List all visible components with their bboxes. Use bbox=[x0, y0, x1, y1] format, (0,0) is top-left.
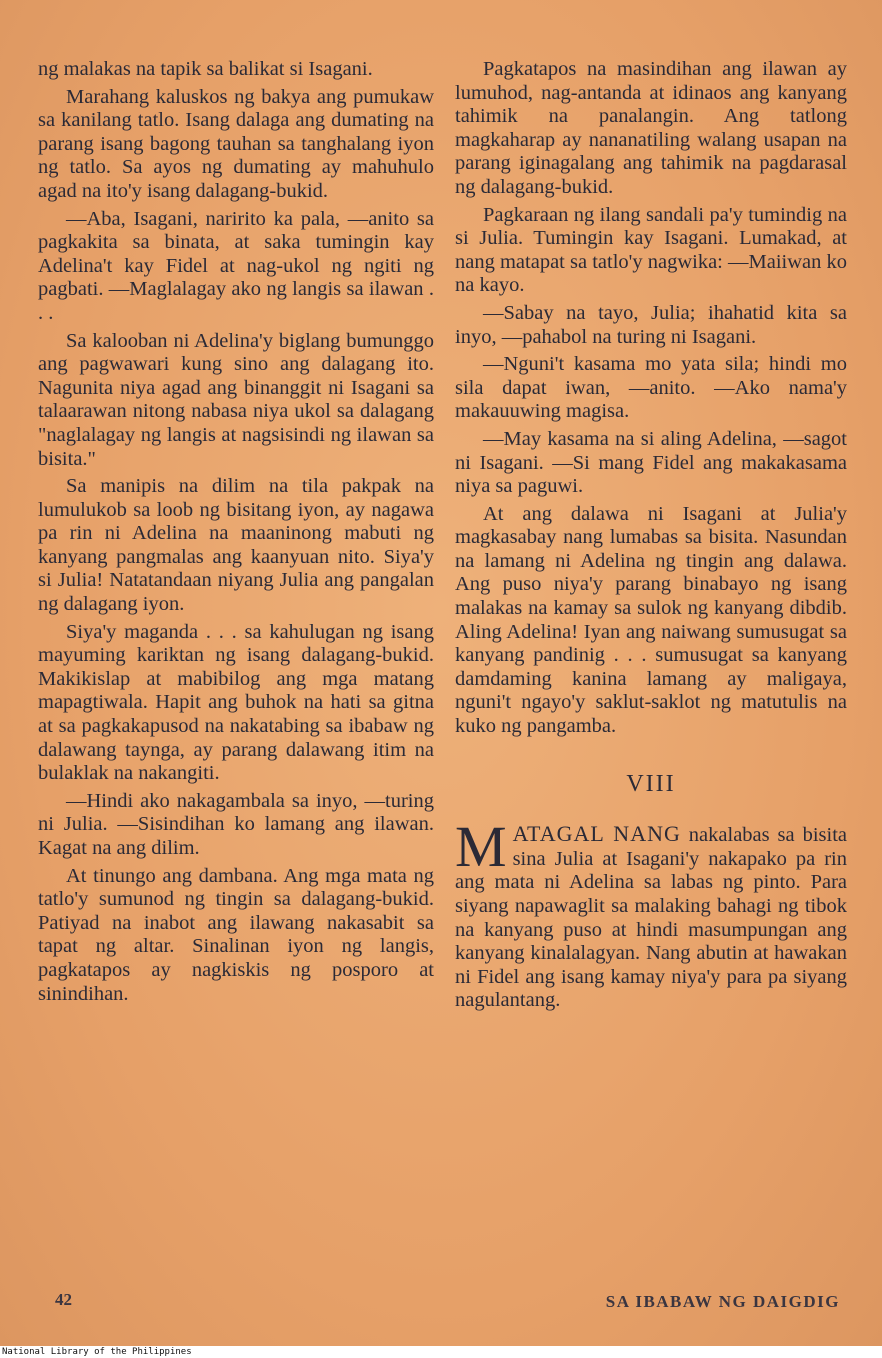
paragraph: —Nguni't kasama mo yata sila; hindi mo sila dapat iwan, —anito. —Ako nama'y makauuwing magisa. bbox=[455, 353, 847, 423]
right-column bbox=[455, 58, 847, 1017]
left-column bbox=[38, 58, 434, 1010]
paragraph: ng malakas na tapik sa balikat si Isagani. bbox=[38, 58, 373, 80]
paragraph: Siya'y maganda . . . sa kahulugan ng isang mayuming kariktan ng isang dalagang-bukid. Makikislap at mabibilog ang mga matang mapagtiwala. Hapit ang buhok na hati sa gitna at sa pagkakapusod na nakatabing sa ibabaw ng dalawang taynga, ay parang dalawang itim na bulaklak na nakangiti. bbox=[38, 620, 434, 785]
section-opening-paragraph bbox=[455, 814, 847, 1013]
paragraph: Sa kalooban ni Adelina'y biglang bumunggo ang pagwawari kung sino ang dalagang ito. Nagunita niya agad ang binanggit ni Isagani sa talaarawan nitong nabasa niya ukol sa dalagang "naglalagay ng langis at nagsisindi ng ilawan sa bisita." bbox=[38, 329, 434, 470]
paragraph: At tinungo ang dambana. Ang mga mata ng tatlo'y sumunod ng tingin sa dalagang-bukid. Patiyad na inabot ang ilawang nakasabit sa tapat ng altar. Sinalinan iyon ng langis, pagkatapos ay nagkiskis ng posporo at sinindihan. bbox=[38, 864, 434, 1005]
paragraph: Pagkaraan ng ilang sandali pa'y tumindig na si Julia. Tumingin kay Isagani. Lumakad, at nang matapat sa tatlo'y nagwika: —Maiiwan ko na kayo. bbox=[455, 203, 847, 297]
running-title: SA IBABAW NG DAIGDIG bbox=[605, 1292, 840, 1311]
paragraph: —May kasama na si aling Adelina, —sagot ni Isagani. —Si mang Fidel ang makakasama niya sa paguwi. bbox=[455, 427, 847, 498]
section-number: VIII bbox=[626, 770, 676, 797]
opening-text: nakalabas sa bisita sina Julia at Isagani'y nakapako pa rin ang mata ni Adelina sa labas ng pinto. Para siyang napawaglit sa malaking bahagi ng tibok na kanyang puso at hindi masumpungan ang kanyang kinalalagyan. Nang abutin at hawakan ni Fidel ang isang kamay niya'y para pa siyang nagulantang. bbox=[455, 824, 847, 1012]
paragraph: Sa manipis na dilim na tila pakpak na lumulukob sa loob ng bisitang iyon, ay nagawa pa rin ni Adelina na maaninong mabuti ng kanyang pangmalas ang kaanyuan nito. Siya'y si Julia! Natatandaan niyang Julia ang pangalan ng dalagang iyon. bbox=[38, 475, 434, 616]
paragraph: Pagkatapos na masindihan ang ilawan ay lumuhod, nag-antanda at idinaos ang kanyang tahimik na panalangin. Ang tatlong magkaharap ay nananatiling walang usapan na parang iginagalang ang tahimik na pagdarasal ng dalagang-bukid. bbox=[455, 58, 847, 198]
library-credit: National Library of the Philippines bbox=[2, 1347, 192, 1357]
paragraph: —Sabay na tayo, Julia; ihahatid kita sa inyo, —pahabol na turing ni Isagani. bbox=[455, 301, 847, 348]
paragraph: Marahang kaluskos ng bakya ang pumukaw sa kanilang tatlo. Isang dalaga ang dumating na parang isang bagong tauhan sa tanghalang iyon ng tatlo. Sa ayos ng dumating ay mahuhulo agad na ito'y isang dalagang-bukid. bbox=[38, 85, 434, 202]
paragraph: —Aba, Isagani, naririto ka pala, —anito sa pagkakita sa binata, at saka tumingin kay Adelina't kay Fidel at nag-ukol ng ngiti ng pagbati. —Maglalagay ako ng langis sa ilawan . . . bbox=[38, 207, 434, 324]
paragraph: At ang dalawa ni Isagani at Julia'y magkasabay nang lumabas sa bisita. Nasundan na lamang ni Adelina ng tingin ang dalawa. Ang puso niya'y parang binabayo ng isang malakas na kamay sa sulok ng kanyang dibdib. Aling Adelina! Iyan ang naiwang sumusugat sa kanyang pandinig . . . sumusugat sa kanyang damdaming kanina lamang ay maligaya, nguni't ngayo'y saklut-saklot ng matutulis na kuko ng pangamba. bbox=[455, 502, 847, 738]
opening-caps: ATAGAL NANG bbox=[512, 821, 681, 847]
page-number: 42 bbox=[55, 1290, 72, 1309]
paragraph: —Hindi ako nakagambala sa inyo, —turing ni Julia. —Sisindihan ko lamang ang ilawan. Kagat na ang dilim. bbox=[38, 789, 434, 859]
drop-cap: M bbox=[455, 814, 507, 880]
